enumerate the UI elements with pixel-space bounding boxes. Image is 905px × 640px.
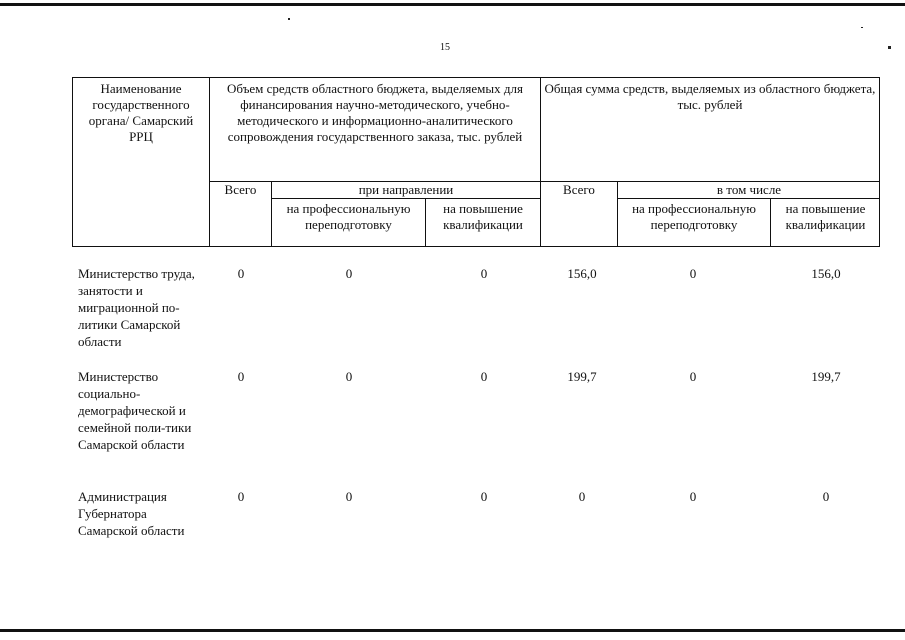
top-border-line bbox=[0, 3, 905, 6]
row-3-budget-prof: 0 bbox=[345, 489, 353, 504]
header-sum-including: в том числе bbox=[716, 182, 782, 197]
page-number: 15 bbox=[440, 42, 450, 53]
scan-speck bbox=[288, 18, 290, 20]
row-2-name: Министерство социально-демографической и семейной поли-тики Самарской области bbox=[78, 369, 192, 452]
row-2-budget-total: 0 bbox=[237, 369, 245, 384]
header-sum-prof: на профессиональную переподготовку bbox=[632, 201, 756, 232]
header-organ: Наименование государственного органа/ Самарский РРЦ bbox=[88, 81, 194, 144]
bottom-border-line bbox=[0, 629, 905, 632]
rule bbox=[72, 246, 880, 247]
row-3-budget-total: 0 bbox=[237, 489, 245, 504]
header-budget-prof: на профессиональную переподготовку bbox=[286, 201, 411, 232]
row-1-sum-total: 156,0 bbox=[567, 266, 597, 281]
rule bbox=[617, 198, 880, 199]
row-1-budget-qual: 0 bbox=[480, 266, 488, 281]
rule bbox=[72, 77, 880, 78]
scan-speck bbox=[888, 46, 891, 49]
rule bbox=[271, 198, 540, 199]
header-budget-direction: при направлении bbox=[358, 182, 454, 197]
header-sum-qual: на повышение квалификации bbox=[785, 201, 866, 232]
header-budget-total: Всего bbox=[224, 182, 257, 197]
header-budget-qual: на повышение квалификации bbox=[443, 201, 523, 232]
row-2-budget-prof: 0 bbox=[345, 369, 353, 384]
row-2-sum-qual: 199,7 bbox=[811, 369, 841, 384]
table-header bbox=[72, 77, 880, 247]
header-budget-group: Объем средств областного бюджета, выделяемых для финансирования научно-методического, учебно-методического и информационно-аналитического сопровождения государственного заказа, тыс. рублей bbox=[227, 81, 523, 144]
row-1-sum-prof: 0 bbox=[689, 266, 697, 281]
row-3-sum-qual: 0 bbox=[822, 489, 830, 504]
row-1-sum-qual: 156,0 bbox=[811, 266, 841, 281]
row-2-sum-prof: 0 bbox=[689, 369, 697, 384]
row-3-sum-total: 0 bbox=[578, 489, 586, 504]
header-sum-total: Всего bbox=[563, 182, 595, 197]
row-3-name: Администрация Губернатора Самарской области bbox=[78, 489, 185, 538]
row-1-name: Министерство труда, занятости и миграционной по-литики Самарской области bbox=[78, 266, 195, 349]
row-3-budget-qual: 0 bbox=[480, 489, 488, 504]
rule bbox=[72, 77, 73, 247]
rule bbox=[540, 77, 541, 247]
row-2-budget-qual: 0 bbox=[480, 369, 488, 384]
row-1-budget-prof: 0 bbox=[345, 266, 353, 281]
row-3-sum-prof: 0 bbox=[689, 489, 697, 504]
rule bbox=[209, 77, 210, 247]
scan-speck bbox=[861, 27, 863, 28]
row-2-sum-total: 199,7 bbox=[567, 369, 597, 384]
row-1-budget-total: 0 bbox=[237, 266, 245, 281]
header-sum-group: Общая сумма средств, выделяемых из областного бюджета, тыс. рублей bbox=[544, 81, 876, 112]
